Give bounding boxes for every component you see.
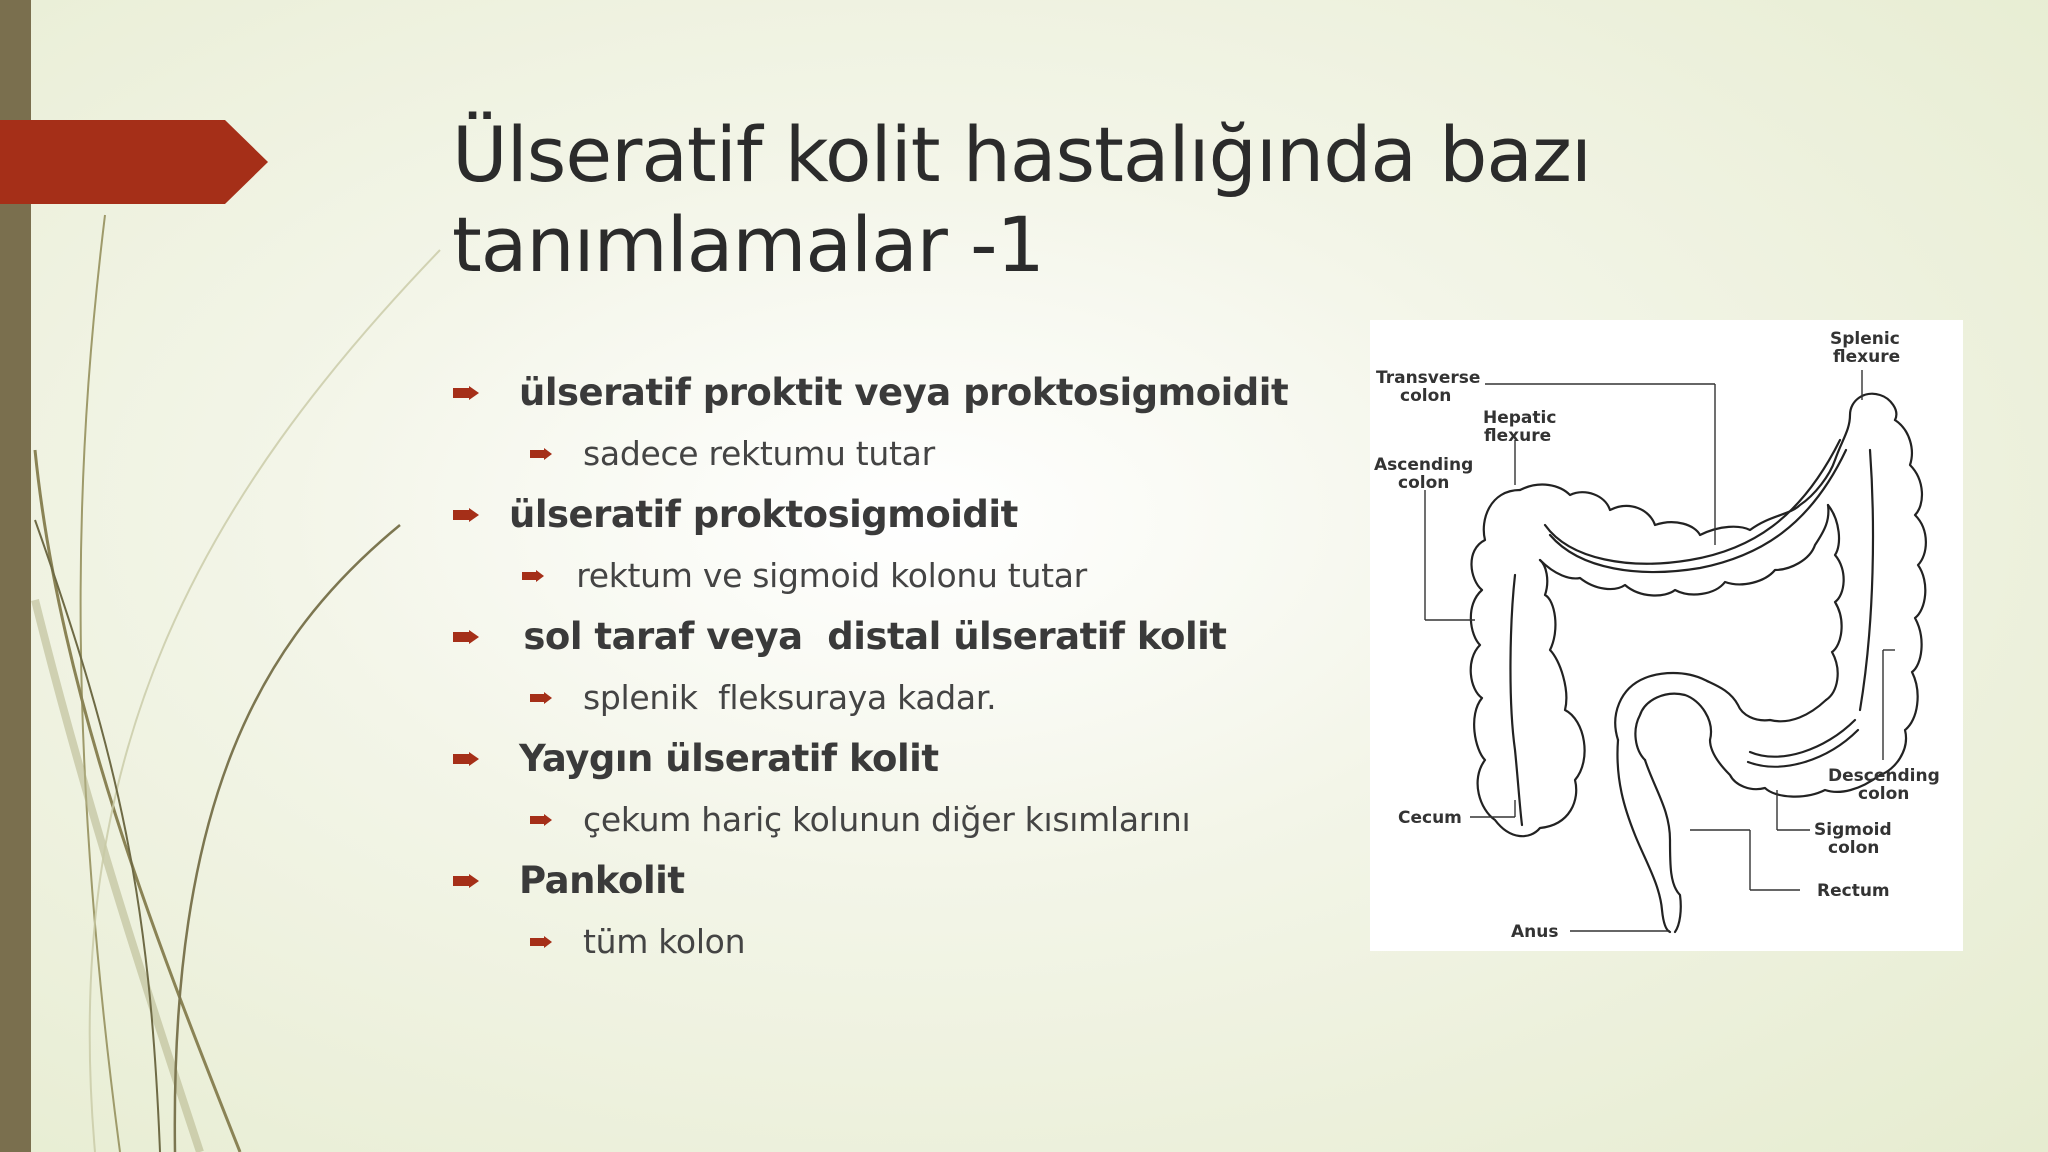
label-rectum: Rectum — [1817, 881, 1890, 901]
label-descending-colon-2: colon — [1858, 784, 1910, 804]
title-arrow-shape — [0, 0, 270, 1152]
list-item — [450, 484, 1350, 545]
bullet-text: tüm kolon — [583, 922, 746, 961]
bullet-text: sadece rektumu tutar — [583, 434, 935, 473]
label-cecum: Cecum — [1398, 808, 1462, 828]
bullet-list — [450, 362, 1350, 972]
list-item — [450, 789, 1350, 850]
list-item — [450, 545, 1350, 606]
bullet-text: ülseratif proktit veya proktosigmoidit — [519, 371, 1289, 414]
list-item — [450, 606, 1350, 667]
label-hepatic-flexure-2: flexure — [1484, 426, 1552, 446]
label-hepatic-flexure-1: Hepatic — [1483, 408, 1557, 428]
arrow-bullet-icon — [453, 874, 479, 888]
list-item — [450, 911, 1350, 972]
label-transverse-colon-2: colon — [1400, 386, 1452, 406]
label-transverse-colon-1: Transverse — [1376, 368, 1481, 388]
arrow-bullet-icon — [453, 630, 479, 644]
bullet-text: splenik fleksuraya kadar. — [583, 678, 997, 717]
arrow-bullet-icon — [453, 752, 479, 766]
label-sigmoid-colon-1: Sigmoid — [1814, 820, 1892, 840]
arrow-bullet-icon — [530, 814, 552, 826]
arrow-bullet-icon — [522, 570, 544, 582]
label-ascending-colon-1: Ascending — [1374, 455, 1474, 475]
label-anus: Anus — [1511, 922, 1559, 942]
list-item — [450, 362, 1350, 423]
label-splenic-flexure-1: Splenic — [1830, 329, 1900, 349]
arrow-bullet-icon — [530, 936, 552, 948]
label-splenic-flexure-2: flexure — [1833, 347, 1901, 367]
bullet-text: rektum ve sigmoid kolonu tutar — [566, 556, 1087, 595]
bullet-text: çekum hariç kolunun diğer kısımlarını — [583, 800, 1191, 839]
bullet-text: Yaygın ülseratif kolit — [519, 737, 939, 780]
label-sigmoid-colon-2: colon — [1828, 838, 1880, 858]
bullet-text: sol taraf veya distal ülseratif kolit — [511, 615, 1227, 658]
arrow-bullet-icon — [453, 386, 479, 400]
arrow-bullet-icon — [453, 508, 479, 522]
colon-anatomy-figure — [1370, 320, 1963, 951]
list-item — [450, 728, 1350, 789]
arrow-bullet-icon — [530, 448, 552, 460]
bullet-text: ülseratif proktosigmoidit — [509, 493, 1018, 536]
label-ascending-colon-2: colon — [1398, 473, 1450, 493]
slide-title: Ülseratif kolit hastalığında bazı tanımlamalar -1 — [452, 110, 1591, 289]
list-item — [450, 850, 1350, 911]
list-item — [450, 667, 1350, 728]
colon-diagram — [1370, 320, 1963, 951]
bullet-text: Pankolit — [519, 859, 685, 902]
arrow-bullet-icon — [530, 692, 552, 704]
list-item — [450, 423, 1350, 484]
label-descending-colon-1: Descending — [1828, 766, 1940, 786]
